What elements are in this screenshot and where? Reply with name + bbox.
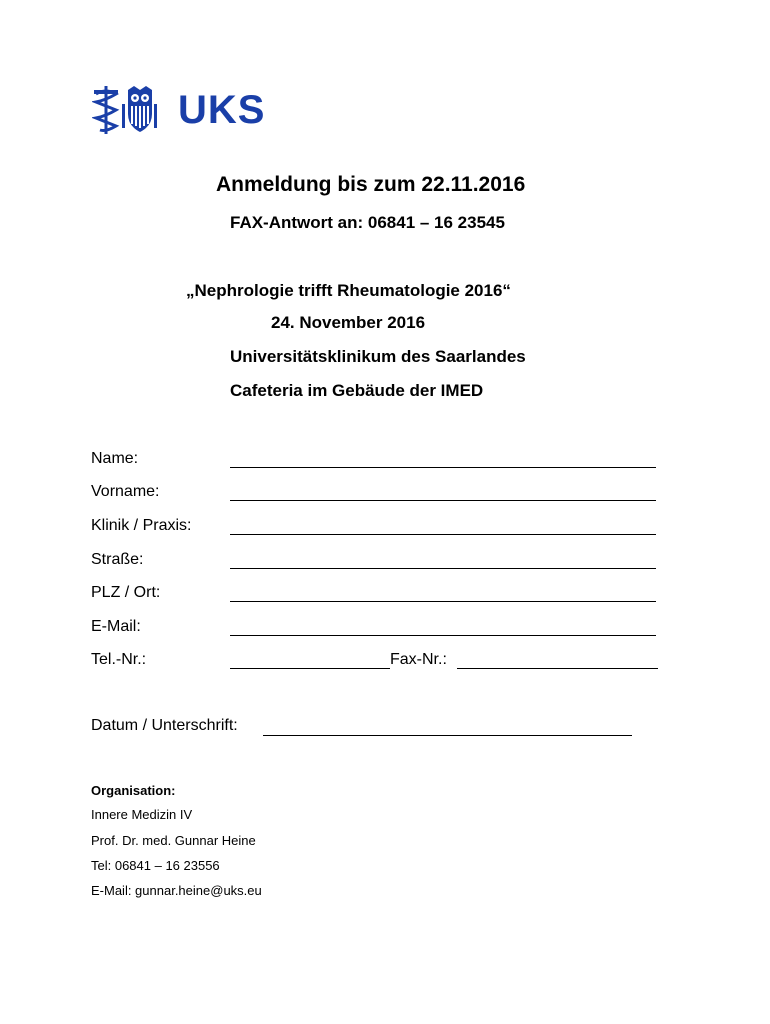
logo-text: UKS <box>178 88 266 132</box>
organisation-phone: Tel: 06841 – 16 23556 <box>91 858 220 873</box>
vorname-field[interactable] <box>230 500 656 501</box>
fax-label: Fax-Nr.: <box>390 651 447 668</box>
email-field[interactable] <box>230 635 656 636</box>
organisation-person: Prof. Dr. med. Gunnar Heine <box>91 833 256 848</box>
organisation-department: Innere Medizin IV <box>91 807 193 822</box>
email-label: E-Mail: <box>91 618 141 635</box>
signature-field[interactable] <box>263 735 632 736</box>
plz-field[interactable] <box>230 601 656 602</box>
tel-label: Tel.-Nr.: <box>91 651 147 668</box>
strasse-label: Straße: <box>91 551 144 568</box>
event-room: Cafeteria im Gebäude der IMED <box>230 381 484 400</box>
event-venue: Universitätsklinikum des Saarlandes <box>230 347 526 366</box>
tel-field[interactable] <box>230 668 390 669</box>
organisation-email: E-Mail: gunnar.heine@uks.eu <box>91 883 262 898</box>
vorname-label: Vorname: <box>91 483 160 500</box>
signature-label: Datum / Unterschrift: <box>91 717 238 734</box>
registration-title: Anmeldung bis zum 22.11.2016 <box>216 173 526 196</box>
event-date: 24. November 2016 <box>271 313 426 332</box>
name-field[interactable] <box>230 467 656 468</box>
fax-reply-line: FAX-Antwort an: 06841 – 16 23545 <box>230 213 505 232</box>
plz-label: PLZ / Ort: <box>91 584 161 601</box>
fax-field[interactable] <box>457 668 658 669</box>
name-label: Name: <box>91 450 139 467</box>
klinik-field[interactable] <box>230 534 656 535</box>
uks-emblem-icon <box>92 84 172 136</box>
organisation-heading: Organisation: <box>91 783 176 798</box>
event-title: „Nephrologie trifft Rheumatologie 2016“ <box>186 281 511 300</box>
klinik-label: Klinik / Praxis: <box>91 517 192 534</box>
uks-logo <box>92 84 265 136</box>
strasse-field[interactable] <box>230 568 656 569</box>
